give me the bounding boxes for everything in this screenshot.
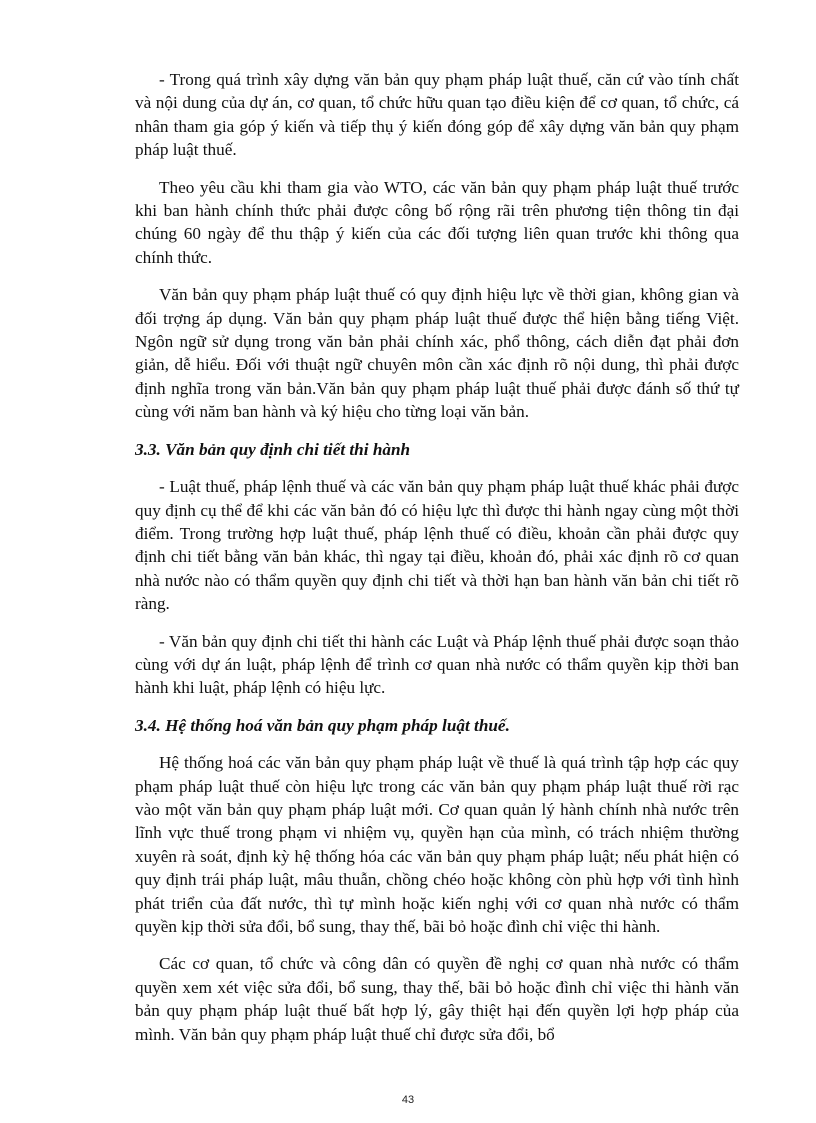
section-heading-3-3: 3.3. Văn bản quy định chi tiết thi hành (135, 439, 411, 459)
paragraph-systematization: Hệ thống hoá các văn bản quy phạm pháp luật về thuế là quá trình tập hợp các quy phạm pháp luật thuế còn hiệu lực trong các văn bản quy phạm pháp luật thuế rời rạc vào một văn bản quy phạm pháp luật mới. Cơ quan quản lý hành chính nhà nước trên lĩnh vực thuế trong phạm vi nhiệm vụ, quyền hạn của mình, có trách nhiệm thường xuyên rà soát, định kỳ hệ thống hóa các văn bản quy phạm pháp luật; nếu phát hiện có quy định trái pháp luật, mâu thuẫn, chồng chéo hoặc không còn phù hợp với tình hình phát triển của đất nước, thì tự mình hoặc kiến nghị với cơ quan nhà nước có thẩm quyền kịp thời sửa đổi, bổ sung, thay thế, bãi bỏ hoặc đình chỉ việc thi hành. (135, 753, 739, 936)
section-heading-3-4: 3.4. Hệ thống hoá văn bản quy phạm pháp luật thuế. (135, 715, 510, 735)
paragraph-public-consultation: - Trong quá trình xây dựng văn bản quy phạm pháp luật thuế, căn cứ vào tính chất và nội dung của dự án, cơ quan, tổ chức hữu quan tạo điều kiện để cơ quan, tổ chức, cá nhân tham gia góp ý kiến và tiếp thụ ý kiến đóng góp để xây dựng văn bản quy phạm pháp luật thuế. (135, 70, 739, 160)
paragraph-citizen-rights: Các cơ quan, tổ chức và công dân có quyền đề nghị cơ quan nhà nước có thẩm quyền xem xét việc sửa đổi, bổ sung, thay thế, bãi bỏ hoặc đình chỉ việc thi hành văn bản quy phạm pháp luật thuế bất hợp lý, gây thiệt hại đến quyền lợi hợp pháp của mình. Văn bản quy phạm pháp luật thuế chỉ được sửa đổi, bổ (135, 954, 739, 1044)
page-number: 43 (401, 1094, 415, 1106)
paragraph-wto-requirement: Theo yêu cầu khi tham gia vào WTO, các văn bản quy phạm pháp luật thuế trước khi ban hành chính thức phải được công bố rộng rãi trên phương tiện thông tin đại chúng 60 ngày để thu thập ý kiến của các đối tượng liên quan trước khi thông qua chính thức. (135, 177, 739, 267)
document-body (135, 68, 739, 1060)
paragraph-drafting-guidance: - Văn bản quy định chi tiết thi hành các Luật và Pháp lệnh thuế phải được soạn thảo cùng với dự án luật, pháp lệnh để trình cơ quan nhà nước có thẩm quyền kịp thời ban hành khi luật, pháp lệnh có hiệu lực. (135, 631, 739, 698)
paragraph-validity-and-language: Văn bản quy phạm pháp luật thuế có quy định hiệu lực về thời gian, không gian và đối trợng áp dụng. Văn bản quy phạm pháp luật thuế được thể hiện bằng tiếng Việt. Ngôn ngữ sử dụng trong văn bản phải chính xác, phổ thông, cách diễn đạt phải đơn giản, dễ hiểu. Đối với thuật ngữ chuyên môn cần xác định rõ nội dung, thì phải được định nghĩa trong văn bản.Văn bản quy phạm pháp luật thuế phải được đánh số thứ tự cùng với năm ban hành và ký hiệu cho từng loại văn bản. (135, 285, 739, 422)
paragraph-detailed-regulation: - Luật thuế, pháp lệnh thuế và các văn bản quy phạm pháp luật thuế khác phải được quy định cụ thể để khi các văn bản đó có hiệu lực thì được thi hành ngay cùng một thời điểm. Trong trường hợp luật thuế, pháp lệnh thuế có điều, khoản cần phải được quy định chi tiết bằng văn bản khác, thì ngay tại điều, khoản đó, phải xác định rõ cơ quan nhà nước nào có thẩm quyền quy định chi tiết và thời hạn ban hành văn bản chi tiết rõ ràng. (135, 477, 739, 614)
